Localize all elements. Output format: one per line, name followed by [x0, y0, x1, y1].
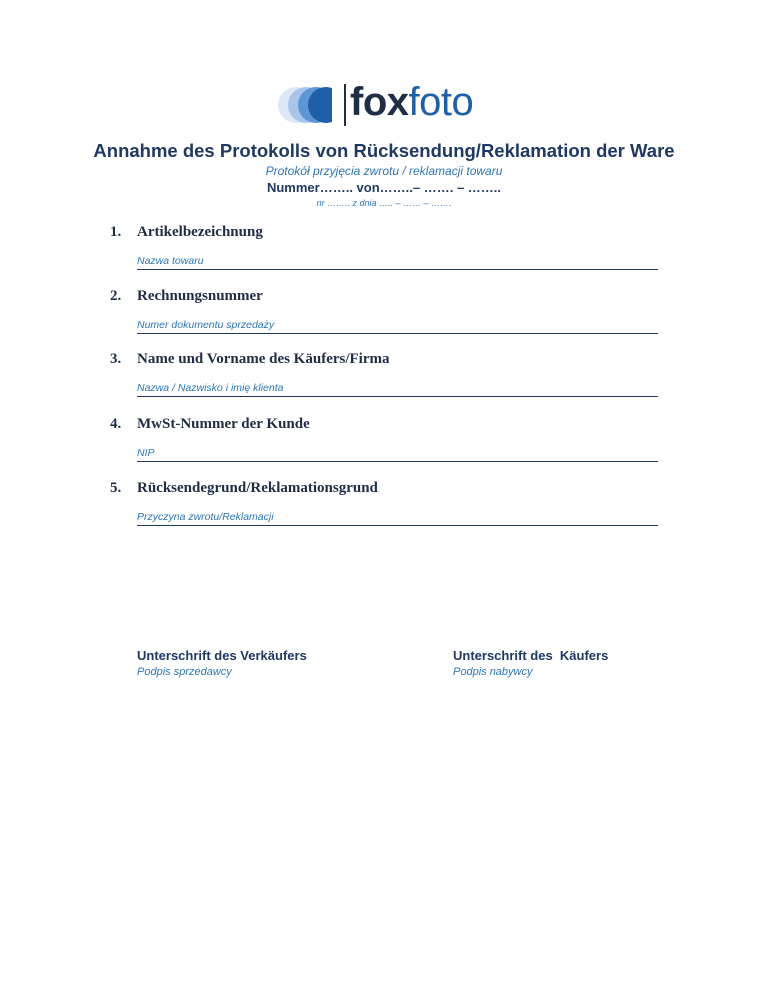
section-title: Rechnungsnummer: [137, 288, 263, 304]
seller-signature: [137, 648, 307, 678]
section-number: 4.: [110, 416, 122, 432]
invoice-number-field[interactable]: [137, 319, 658, 334]
section-number: 2.: [110, 288, 122, 304]
return-reason-field[interactable]: [137, 511, 658, 526]
buyer-signature-title: Unterschrift des Käufers: [453, 648, 609, 663]
vat-number-field[interactable]: [137, 447, 658, 462]
field-label: Nazwa towaru: [137, 255, 204, 267]
field-label: Nazwa / Nazwisko i imię klienta: [137, 382, 284, 394]
seller-signature-sub: Podpis sprzedawcy: [137, 666, 232, 678]
section-title: Artikelbezeichnung: [137, 224, 263, 240]
foxfoto-logo: [274, 82, 504, 128]
logo-wordmark: [350, 78, 473, 126]
section-number: 5.: [110, 480, 122, 496]
logo-divider: [344, 84, 346, 126]
section-title: MwSt-Nummer der Kunde: [137, 416, 310, 432]
section-number: 3.: [110, 351, 122, 367]
section-number: 1.: [110, 224, 122, 240]
customer-name-field[interactable]: [137, 382, 658, 397]
field-label: Przyczyna zwrotu/Reklamacji: [137, 511, 274, 523]
field-label: NIP: [137, 447, 155, 459]
field-label: Numer dokumentu sprzedaży: [137, 319, 275, 331]
logo-mark-icon: [274, 82, 344, 128]
section-title: Name und Vorname des Käufers/Firma: [137, 351, 390, 367]
buyer-signature: [453, 648, 608, 678]
seller-signature-title: Unterschrift des Verkäufers: [137, 648, 307, 663]
protocol-number-sub: nr …….. z dnia ….. – …… – …….: [316, 198, 452, 208]
protocol-number-line: Nummer…….. von……..– ……. – ……..: [266, 180, 502, 195]
buyer-signature-sub: Podpis nabywcy: [453, 666, 533, 678]
page-subtitle: Protokół przyjęcia zwrotu / reklamacji towaru: [265, 164, 503, 178]
section-title: Rücksendegrund/Reklamationsgrund: [137, 480, 378, 496]
logo-fox-text: fox: [350, 80, 409, 124]
logo-foto-text: foto: [408, 80, 474, 124]
page-title: Annahme des Protokolls von Rücksendung/Reklamation der Ware: [93, 140, 675, 161]
item-name-field[interactable]: [137, 255, 658, 270]
